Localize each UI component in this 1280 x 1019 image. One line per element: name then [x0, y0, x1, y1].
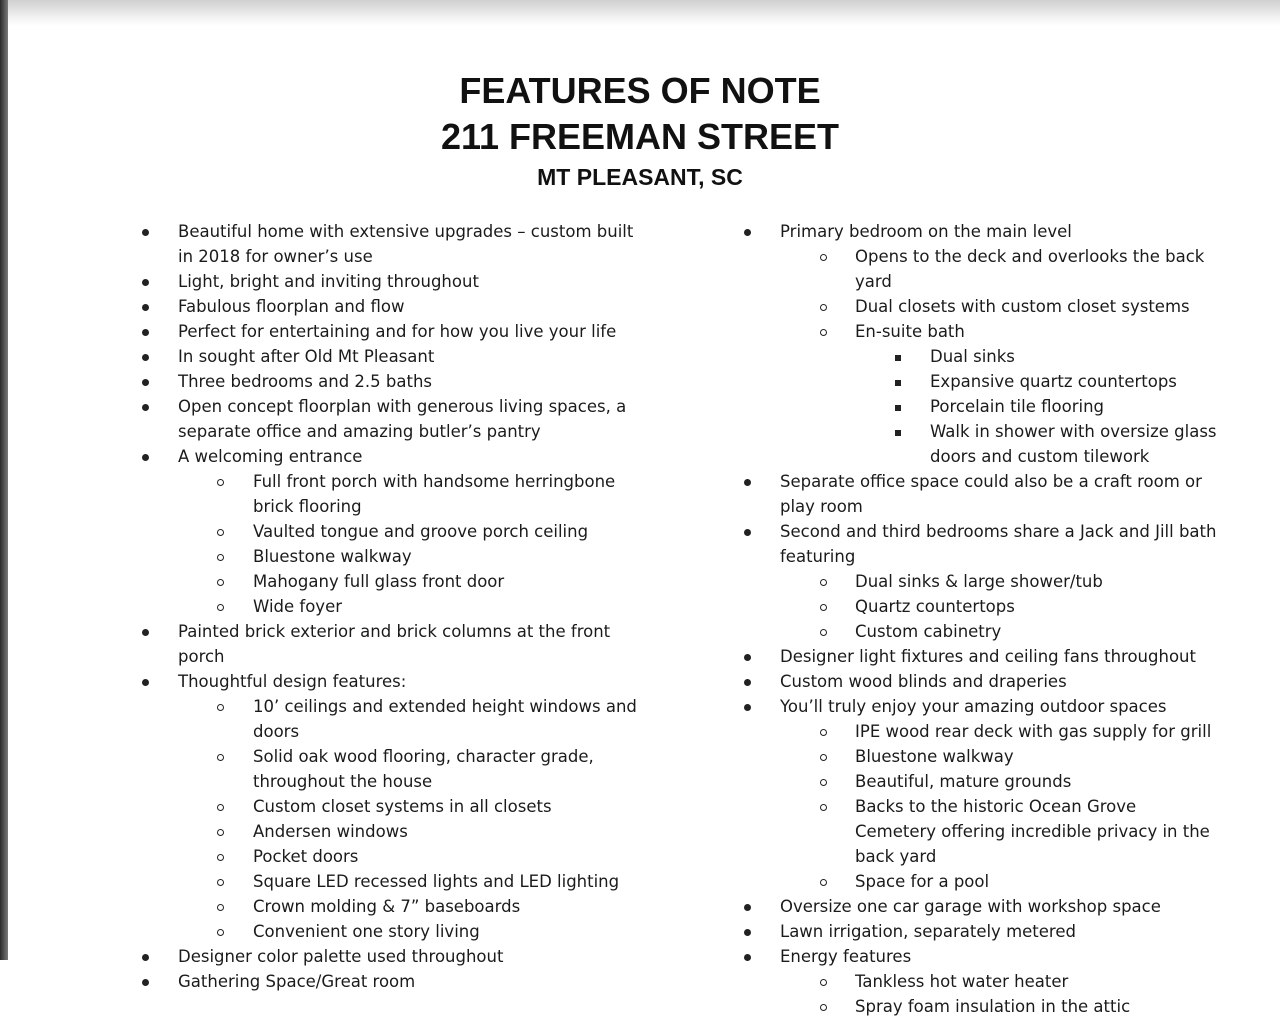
bullet-dot-icon: [135, 969, 155, 994]
feature-item: [138, 444, 638, 469]
feature-item: [138, 369, 638, 394]
features-column-right: [740, 219, 1220, 1019]
feature-text: Designer color palette used throughout: [178, 947, 504, 966]
feature-text: Light, bright and inviting throughout: [178, 272, 479, 291]
bullet-dot-icon: [737, 919, 757, 944]
feature-item: [740, 719, 1220, 744]
feature-item: [740, 469, 1220, 519]
feature-item: [740, 519, 1220, 569]
features-column-left: [138, 219, 638, 994]
feature-text: Open concept floorplan with generous living spaces, a separate office and amazing butler’s pantry: [178, 397, 627, 441]
feature-text: A welcoming entrance: [178, 447, 363, 466]
feature-text: Second and third bedrooms share a Jack and Jill bath featuring: [780, 522, 1217, 566]
feature-text: Beautiful home with extensive upgrades – custom built in 2018 for owner’s use: [178, 222, 634, 266]
feature-item: [138, 869, 638, 894]
feature-text: Primary bedroom on the main level: [780, 222, 1072, 241]
feature-text: Fabulous floorplan and flow: [178, 297, 405, 316]
feature-item: [740, 994, 1220, 1019]
bullet-square-icon: [888, 419, 908, 444]
bullet-circle-icon: [813, 769, 833, 794]
feature-item: [138, 544, 638, 569]
bullet-dot-icon: [135, 944, 155, 969]
feature-item: [138, 519, 638, 544]
feature-item: [740, 694, 1220, 719]
feature-text: Solid oak wood flooring, character grade, throughout the house: [253, 747, 594, 791]
feature-item: [138, 594, 638, 619]
feature-item: [740, 244, 1220, 294]
bullet-dot-icon: [135, 294, 155, 319]
feature-text: Three bedrooms and 2.5 baths: [178, 372, 433, 391]
bullet-square-icon: [888, 394, 908, 419]
feature-item: [138, 794, 638, 819]
bullet-circle-icon: [210, 819, 230, 844]
feature-text: Painted brick exterior and brick columns at the front porch: [178, 622, 611, 666]
bullet-dot-icon: [135, 344, 155, 369]
feature-text: Separate office space could also be a craft room or play room: [780, 472, 1202, 516]
feature-item: [740, 344, 1220, 369]
feature-item: [138, 919, 638, 944]
bullet-dot-icon: [135, 369, 155, 394]
feature-text: Square LED recessed lights and LED lighting: [253, 872, 620, 891]
feature-item: [138, 844, 638, 869]
bullet-circle-icon: [813, 619, 833, 644]
bullet-square-icon: [888, 369, 908, 394]
feature-text: Custom closet systems in all closets: [253, 797, 552, 816]
feature-item: [740, 944, 1220, 969]
bullet-circle-icon: [210, 694, 230, 719]
bullet-dot-icon: [737, 669, 757, 694]
bullet-dot-icon: [135, 394, 155, 419]
feature-text: Walk in shower with oversize glass doors and custom tilework: [930, 422, 1217, 466]
bullet-circle-icon: [813, 869, 833, 894]
feature-text: Thoughtful design features:: [178, 672, 407, 691]
bullet-circle-icon: [210, 794, 230, 819]
feature-text: Custom wood blinds and draperies: [780, 672, 1067, 691]
feature-text: Designer light fixtures and ceiling fans throughout: [780, 647, 1196, 666]
bullet-circle-icon: [210, 894, 230, 919]
feature-item: [740, 619, 1220, 644]
bullet-circle-icon: [813, 569, 833, 594]
bullet-dot-icon: [737, 219, 757, 244]
bullet-square-icon: [888, 344, 908, 369]
feature-text: Expansive quartz countertops: [930, 372, 1177, 391]
feature-text: Full front porch with handsome herringbone brick flooring: [253, 472, 616, 516]
feature-item: [138, 344, 638, 369]
feature-item: [138, 819, 638, 844]
feature-text: Opens to the deck and overlooks the back yard: [855, 247, 1205, 291]
feature-text: Andersen windows: [253, 822, 408, 841]
bullet-circle-icon: [210, 919, 230, 944]
feature-text: Dual sinks & large shower/tub: [855, 572, 1103, 591]
feature-text: Convenient one story living: [253, 922, 480, 941]
feature-text: Beautiful, mature grounds: [855, 772, 1072, 791]
feature-item: [740, 394, 1220, 419]
bullet-dot-icon: [737, 944, 757, 969]
feature-text: Crown molding & 7” baseboards: [253, 897, 521, 916]
feature-item: [138, 569, 638, 594]
feature-item: [740, 369, 1220, 394]
feature-text: Backs to the historic Ocean Grove Cemetery offering incredible privacy in the back yard: [855, 797, 1210, 866]
feature-text: Tankless hot water heater: [855, 972, 1069, 991]
feature-text: In sought after Old Mt Pleasant: [178, 347, 435, 366]
feature-item: [740, 669, 1220, 694]
feature-item: [740, 644, 1220, 669]
feature-text: You’ll truly enjoy your amazing outdoor spaces: [780, 697, 1167, 716]
feature-item: [138, 269, 638, 294]
feature-item: [740, 744, 1220, 769]
feature-item: [138, 969, 638, 994]
bullet-dot-icon: [737, 469, 757, 494]
bullet-circle-icon: [813, 319, 833, 344]
bullet-dot-icon: [135, 619, 155, 644]
feature-item: [740, 569, 1220, 594]
feature-item: [740, 594, 1220, 619]
bullet-dot-icon: [135, 219, 155, 244]
bullet-circle-icon: [813, 719, 833, 744]
scan-top-shadow: [0, 0, 1280, 26]
bullet-dot-icon: [135, 669, 155, 694]
feature-item: [740, 219, 1220, 244]
bullet-dot-icon: [135, 269, 155, 294]
property-address: 211 FREEMAN STREET: [440, 116, 840, 157]
feature-item: [740, 319, 1220, 344]
feature-item: [138, 944, 638, 969]
feature-text: Pocket doors: [253, 847, 359, 866]
bullet-circle-icon: [210, 594, 230, 619]
feature-item: [740, 894, 1220, 919]
bullet-circle-icon: [210, 469, 230, 494]
feature-text: Energy features: [780, 947, 912, 966]
feature-text: Oversize one car garage with workshop space: [780, 897, 1161, 916]
bullet-circle-icon: [813, 294, 833, 319]
feature-item: [138, 219, 638, 269]
feature-item: [138, 469, 638, 519]
feature-text: Wide foyer: [253, 597, 343, 616]
feature-text: Custom cabinetry: [855, 622, 1002, 641]
bullet-circle-icon: [813, 994, 833, 1019]
feature-item: [740, 419, 1220, 469]
feature-text: Dual closets with custom closet systems: [855, 297, 1190, 316]
feature-item: [138, 669, 638, 694]
bullet-circle-icon: [813, 744, 833, 769]
bullet-circle-icon: [813, 594, 833, 619]
bullet-circle-icon: [210, 519, 230, 544]
document-title: FEATURES OF NOTE: [459, 70, 821, 111]
bullet-circle-icon: [210, 869, 230, 894]
feature-text: Bluestone walkway: [253, 547, 412, 566]
feature-text: En-suite bath: [855, 322, 965, 341]
feature-text: Mahogany full glass front door: [253, 572, 505, 591]
feature-item: [740, 969, 1220, 994]
feature-item: [740, 919, 1220, 944]
feature-text: Perfect for entertaining and for how you live your life: [178, 322, 617, 341]
document-header: [0, 68, 1280, 194]
feature-text: Dual sinks: [930, 347, 1015, 366]
feature-item: [138, 294, 638, 319]
feature-item: [138, 894, 638, 919]
feature-item: [740, 769, 1220, 794]
bullet-dot-icon: [737, 519, 757, 544]
feature-text: Lawn irrigation, separately metered: [780, 922, 1076, 941]
feature-text: Bluestone walkway: [855, 747, 1014, 766]
feature-item: [138, 694, 638, 744]
bullet-dot-icon: [737, 894, 757, 919]
bullet-circle-icon: [210, 844, 230, 869]
property-city: MT PLEASANT, SC: [537, 164, 743, 190]
bullet-dot-icon: [135, 444, 155, 469]
feature-item: [138, 394, 638, 444]
feature-item: [138, 319, 638, 344]
bullet-circle-icon: [813, 969, 833, 994]
feature-item: [740, 294, 1220, 319]
bullet-circle-icon: [813, 794, 833, 819]
feature-text: IPE wood rear deck with gas supply for grill: [855, 722, 1212, 741]
bullet-dot-icon: [135, 319, 155, 344]
feature-text: Porcelain tile flooring: [930, 397, 1104, 416]
bullet-dot-icon: [737, 644, 757, 669]
bullet-circle-icon: [813, 244, 833, 269]
bullet-circle-icon: [210, 744, 230, 769]
bullet-dot-icon: [737, 694, 757, 719]
bullet-circle-icon: [210, 544, 230, 569]
feature-text: 10’ ceilings and extended height windows and doors: [253, 697, 637, 741]
feature-text: Vaulted tongue and groove porch ceiling: [253, 522, 589, 541]
feature-text: Space for a pool: [855, 872, 990, 891]
bullet-circle-icon: [210, 569, 230, 594]
feature-text: Quartz countertops: [855, 597, 1015, 616]
feature-text: Gathering Space/Great room: [178, 972, 416, 991]
feature-item: [138, 744, 638, 794]
feature-text: Spray foam insulation in the attic: [855, 997, 1131, 1016]
feature-item: [740, 869, 1220, 894]
feature-item: [740, 794, 1220, 869]
feature-item: [138, 619, 638, 669]
